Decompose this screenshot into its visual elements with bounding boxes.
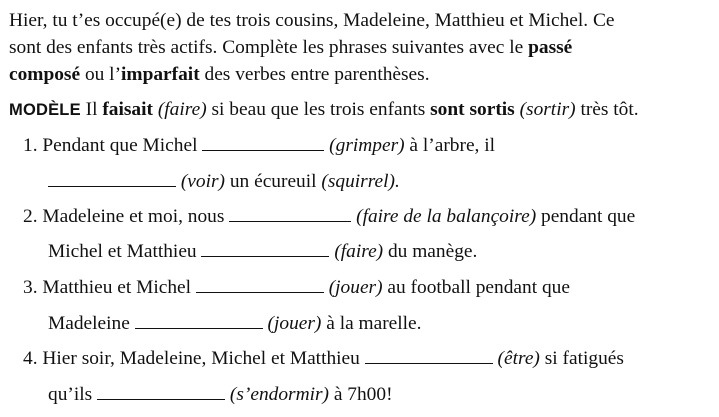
exercise-text: Madeleine <box>48 313 135 334</box>
exercise-text: qu’ils <box>48 384 98 405</box>
exercise-1-line-2 <box>48 170 400 193</box>
exercise-4-line-1 <box>23 347 624 370</box>
answer-blank-1a[interactable] <box>202 134 324 151</box>
exercise-text: du manège. <box>383 241 478 262</box>
compose-keyword: composé <box>9 64 81 85</box>
exercise-text: un écureuil <box>225 171 322 192</box>
model-text: très tôt. <box>575 99 639 120</box>
verb-hint: (jouer) <box>323 277 383 298</box>
model-answer-2: sont sortis <box>430 99 515 120</box>
model-verb-hint-1: (faire) <box>152 99 207 120</box>
exercise-3-line-1 <box>23 276 570 299</box>
exercise-text: au football pendant que <box>382 277 570 298</box>
exercise-text: à 7h00! <box>328 384 393 405</box>
model-verb-hint-2: (sortir) <box>514 99 576 120</box>
verb-hint: (être) <box>492 348 540 369</box>
answer-blank-4b[interactable] <box>97 383 225 400</box>
verb-hint: (faire de la balançoire) <box>351 206 537 227</box>
exercise-4-line-2 <box>48 383 393 406</box>
exercise-2-line-2 <box>48 240 477 263</box>
model-text: si beau que les trois enfants <box>206 99 431 120</box>
verb-hint: (jouer) <box>262 313 322 334</box>
exercise-1-line-1 <box>23 134 495 157</box>
imparfait-keyword: imparfait <box>121 64 200 85</box>
instructions-text: ou l’ <box>80 64 122 85</box>
translation-hint: (squirrel). <box>321 171 400 192</box>
exercise-text: si fatigués <box>539 348 624 369</box>
instructions-text: des verbes entre parenthèses. <box>199 64 430 85</box>
answer-blank-1b[interactable] <box>48 170 176 187</box>
verb-hint: (faire) <box>329 241 384 262</box>
model-sentence <box>9 99 714 121</box>
exercise-text: à l’arbre, il <box>404 135 496 156</box>
exercise-text: 1. Pendant que Michel <box>23 135 203 156</box>
exercise-2-line-1 <box>23 205 635 228</box>
instructions-line-3 <box>9 61 709 88</box>
exercise-text: Michel et Matthieu <box>48 241 202 262</box>
exercise-3-line-2 <box>48 312 422 335</box>
model-text: Il <box>80 99 103 120</box>
instructions-text: sont des enfants très actifs. Complète les phrases suivantes avec le <box>9 37 529 58</box>
answer-blank-3a[interactable] <box>196 276 324 293</box>
instructions-line-1: Hier, tu t’es occupé(e) de tes trois cousins, Madeleine, Matthieu et Michel. Ce <box>9 10 615 31</box>
answer-blank-2b[interactable] <box>201 240 329 257</box>
verb-hint: (voir) <box>176 171 225 192</box>
exercise-text: à la marelle. <box>321 313 422 334</box>
exercise-text: 2. Madeleine et moi, nous <box>23 206 230 227</box>
exercise-text: pendant que <box>536 206 636 227</box>
answer-blank-4a[interactable] <box>365 347 493 364</box>
verb-hint: (s’endormir) <box>225 384 329 405</box>
instructions-paragraph <box>9 7 709 88</box>
passe-keyword: passé <box>528 37 573 58</box>
model-answer-1: faisait <box>102 99 153 120</box>
model-label: MODÈLE <box>9 101 81 119</box>
instructions-line-2 <box>9 34 709 61</box>
exercise-text: 3. Matthieu et Michel <box>23 277 196 298</box>
exercise-text: 4. Hier soir, Madeleine, Michel et Matthieu <box>23 348 365 369</box>
answer-blank-3b[interactable] <box>135 312 263 329</box>
verb-hint: (grimper) <box>324 135 405 156</box>
answer-blank-2a[interactable] <box>229 205 351 222</box>
